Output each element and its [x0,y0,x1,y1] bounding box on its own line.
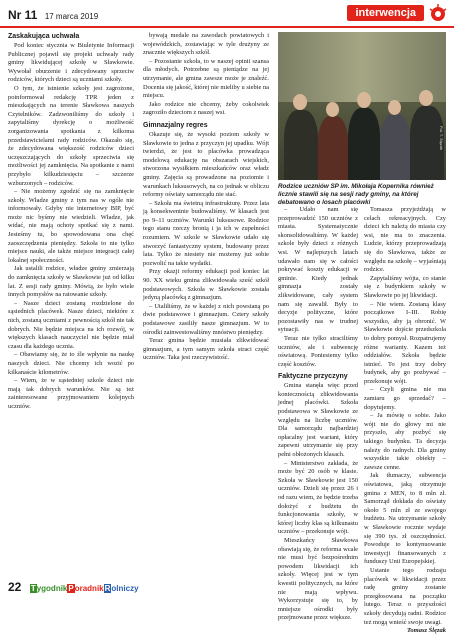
logo-letter: T [30,584,36,593]
paragraph: – Nie możemy zgodzić się na zamknięcie szkoły. Władze gminy z tym nas w ogóle nie informowały. Gdyby nie internetowy BIP, być może nic byśmy nie wiedzieli. Władze, jak widać, nie mają ochoty spotkać się z nami. Jesteśmy tu, bo spowodowana ona chęć zaoszczędzenia pieniędzy. Szkoła to nie tylko miejsce nauki, ale także miejsce integracji całej lokalnej społeczności. [8,188,134,264]
paragraph: Teraz gmina będzie musiała zlikwidować gimnazjum, a tym samym szkoła straci część uczniów. Taka jest rzeczywistość. [143,337,269,362]
photo-person [284,110,318,180]
paragraph: Okazuje się, że wysoki poziom szkoły w Sławkowie to jedna z przyczyn jej upadku. Wójt twierdzi, że jest to placówka prowadząca modelową edukację na obszarach wiejskich, stworzona wysiłkiem mieszkańców oraz władz gminy. Zajęcia są prowadzone na poziomie i warunkach luksusowych, na co jednak w obliczu reformy oświaty samorządu nie stać. [143,130,269,199]
paragraph: Teraz nie tylko straciliśmy uczniów, ale i subwencję oświatową. Poniesiemy tylko część kosztów. [278,334,358,368]
issue-number: Nr 11 [8,8,38,22]
logo-word: ygodnik [36,584,68,593]
paragraph: – Udało nam się przeprowadzić 150 uczniów z miasta. Systematycznie skonsolidowaliśmy. W każdej szkole były dzieci z różnych wsi. W najlepszych latach udawało nam się w całości pokrywać koszty edukacji w gminie. Kiedy jednak gimnazja zostały zlikwidowane, cały system nam się zawalił. Były to decyzje polityczne, które pozostawiły nas w trudnej sytuacji. [278,206,358,334]
paragraph: O tym, że istnienie szkoły jest zagrożone, poinformował redakcję TPR jeden z mieszkających na terenie Sławkowa naszych Czytelników. Zadzwoniliśmy do szkoły i zapytaliśmy dyrekcję o możliwość zorganizowania spotkania z kilkoma przedstawicielami rady rodziców. Okazało się, że zdecydowana większość rodziców dzieci uczęszczających do szkoły sprzeciwia się możliwości jej zamknięcia. Na spotkanie z nami przybyło kilkudziesięciu – szczerze wzburzonych – rodziców. [8,84,134,187]
paragraph: Ustanie tego rodzaju placówek w likwidacji przez radę gminy zostanie przegłosowana na początku lutego. Teraz o przyszłości szkoły decydują radni. Rodzice też mogą wnieść swoje uwagi. [364,566,446,626]
siren-icon [428,4,448,22]
photo-person-head [293,94,307,110]
article-column-2 [143,32,269,363]
paragraph: Pod koniec stycznia w Biuletynie Informacji Publicznej pojawił się projekt uchwały rady gminy likwidującej szkołę w Sławkowie. Wywołał oburzenie i zdecydowany sprzeciw rodziców, których dzieci są uczniami szkoły. [8,42,134,84]
article-photo [278,32,446,180]
article-column-3a [278,206,358,623]
paragraph: – Ministerstwo zakłada, że może być 20 osób w klasie. Szkoła w Sławkowie jest 150 uczniów. Dzieli się przez 26 i od razu wiem, że będzie trzeba dołożyć z budżetu do funkcjonowania szkoły, w której liczby klas są kilkunastu uczniów – przekonuje wójt. [278,459,358,536]
publication-logo [30,584,139,593]
article-column-1 [8,32,134,412]
photo-person-head [419,90,433,106]
logo-word: oradnik [74,584,104,593]
author-signature: Tomasz Ślęzak [407,627,446,635]
photo-caption: Rodzice uczniów SP im. Mikołaja Kopernika również licznie stawili się na sesji rady gminy, na której debatowano o losach placówki [278,183,434,206]
paragraph: – Obawiamy się, że to źle wpłynie na naukę naszych dzieci. Nie chcemy ich wozić po kilkanaście kilometrów. [8,351,134,376]
paragraph: – Czyli gmina nie ma zamiaru go sprzedać? – dopytujemy. [364,386,446,411]
paragraph: Tomasza przyjeżdżają w celach rekreacyjnych. Czy dzieci ich należą do miasta czy wsi, nie ma to znaczenia. Ludzie, którzy przeprowadzają się do Sławkowa, także ze względu na szkołę – wyjaśniają rodzice. [364,206,446,274]
photo-person [380,114,410,180]
photo-person [318,116,348,180]
photo-credit: Fot. T. Ślęzak [439,125,444,150]
article-column-3b [364,206,446,636]
paragraph: – Pozostanie szkoła, to w naszej opinii szansa dla młodych. Potrzebne są pieniądze na jej utrzymanie, ale gmina zawsze może je znaleźć. Docenia się jakość, której nie mieliby u siebie na miejscu. [143,57,269,100]
paragraph: Zapytaliśmy wójta, co stanie się z budynkiem szkoły w Sławkowie po jej likwidacji. [364,274,446,299]
photo-person [348,108,380,180]
page-header [0,0,454,28]
paragraph: Jak tłumaczy, subwencja oświatowa, jaką otrzymuje gmina z MEN, to 8 mln zł. Samorząd dokłada do oświaty około 5 mln zł ze swojego budżetu. Na utrzymanie szkoły w Sławkowie rocznie wydaje się 390 tys. zł oszczędności. Powoduje to kontynuowanie inwestycji finansowanych z funduszy Unii Europejskiej. [364,472,446,566]
logo-word: olniczy [111,584,139,593]
paragraph: – Ja mówię o sobie. Jako wójt nie do głowy mi nie przyszło, aby pozbyć się takiego budynku. Ta decyzja należy do radnych. Dla gminy wszystkie takie obiekty – zawsze cenne. [364,412,446,471]
photo-person-head [326,102,339,117]
paragraph: bywają medale na zawodach powiatowych i wojewódzkich, zostawiając w tyle drużyny ze znacznie większych szkół. [143,32,269,57]
paragraph: Gmina stanęła więc przed koniecznością zlikwidowania jednej placówki. Szkoła podstawowa w Sławkowie ze względu na liczbę uczniów. Dla samorządu najbardziej opłacalny jest wariant, który zapewni utrzymanie się przy pełni obłożonych klasach. [278,382,358,459]
photo-person-head [357,92,371,108]
subheading: Gimnazjalny regres [143,121,208,129]
paragraph: – Wiem, że w sąsiedniej szkole dzieci nie mają tak dobrych warunków. Nie są też zainteresowane przyjmowaniem kolejnych uczniów. [8,377,134,410]
paragraph: Mieszkańcy Sławkowa obawiają się, że reforma wcale nie musi być bezpośrednim powodem likwidacji ich szkoły. Więcej jest w tym kwestii politycznych, na które nie mają wpływu. Wykorzystuje się to, by mniejsze ośrodki były przejmowane przez większe. [278,536,358,622]
paragraph: – Utaliliśmy, że w każdej z nich powstaną po dwie podstawowe i gimnazjum. Cztery szkoły podstawowe zasiliły nasze gimnazjum. W to ośrodki zainwestowaliśmy mnóstwo pieniędzy. [143,302,269,336]
paragraph: – Nie wiem. Zostaną klasy początkowe I–III. Robię wszystko, aby ją obronić. W Sławkowie dojście przedszkola to dobry pomysł. Rozpatrujemy różne warianty. Kazem też oddziałów. Szkoła będzie istnieć. To jest trzy dobry budynek, aby go pozbywać – przekonuje wójt. [364,300,446,385]
paragraph: Jako rodzice nie chcemy, żeby cokolwiek zagroziło dzieciom z naszej wsi. [143,100,269,117]
logo-letter: P [68,584,74,593]
subheading: Faktyczne przyczyny [278,373,348,381]
paragraph: Jak ustalili rodzice, władze gminy zmierzają do zamknięcia szkoły w Sławkowie już od kilku lat. Z sesji rady gminy. Mówią, że było wiele innych pomysłów na ratowanie szkoły. [8,265,134,299]
paragraph: – Nasze dzieci zostaną rozdzielone do sąsiednich placówek. Nasze dzieci, niektóre z nich, zostaną uczniami z pewnością szkół nie tak dobrych. Nie będzie miejsca na ich rozwój, w większych klasach nauczyciel nie będzie miał czasu dla każdego ucznia. [8,299,134,350]
paragraph: Przy okazji reformy edukacji pod koniec lat 90. XX wieku gmina zlikwidowała sześć szkół podstawowych. Szkoła w Sławkowie została jedyną placówką z gimnazjum. [143,268,269,302]
logo-letter: R [104,584,111,593]
section-label: interwencja [347,5,424,21]
photo-person-head [388,100,401,115]
subheading: Zaskakująca uchwała [8,33,80,40]
issue-info [8,6,98,24]
paragraph: – Szkoła ma świetną infrastrukturę. Przez lata ją konsekwentnie budowaliśmy. W klasach jest po 9–11 uczniów. Warunki luksusowe. Rodzice tego stanu rzeczy bronią i ja ich w zupełności rozumiem. W szkole w Sławkowie udało się stworzyć fantastyczny system, budowany przez lata. Tylko że niestety nie możemy już sobie pozwolić na takie wydatki. [143,199,269,267]
page-footer [8,578,139,596]
page-number: 22 [8,580,22,594]
issue-date: 17 marca 2019 [44,12,99,21]
